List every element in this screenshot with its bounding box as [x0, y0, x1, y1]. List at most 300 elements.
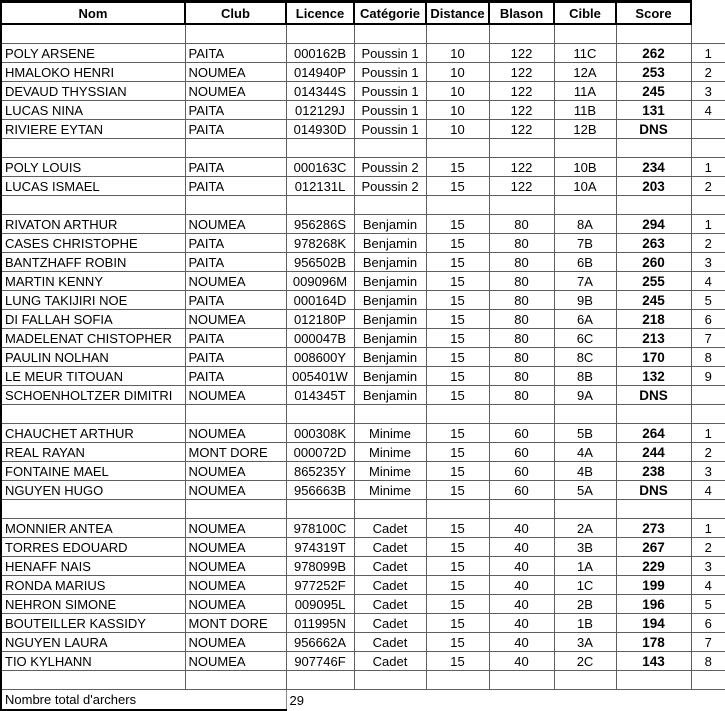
cell-nom: CASES CHRISTOPHE [1, 234, 185, 253]
table-row [1, 101, 725, 120]
cell-rank [691, 139, 725, 158]
cell-cible: 9A [554, 386, 616, 405]
cell-distance [426, 405, 489, 424]
cell-rank: 1 [691, 519, 725, 538]
cell-rank: 1 [691, 424, 725, 443]
cell-score: 294 [616, 215, 691, 234]
cell-blason [489, 500, 554, 519]
cell-cible: 1C [554, 576, 616, 595]
cell-score: 170 [616, 348, 691, 367]
cell-licence: 008600Y [286, 348, 354, 367]
cell-categorie: Cadet [354, 652, 426, 671]
cell-club: NOUMEA [185, 481, 286, 500]
cell-rank: 5 [691, 595, 725, 614]
cell-distance: 15 [426, 310, 489, 329]
cell-score: 132 [616, 367, 691, 386]
cell-rank: 2 [691, 63, 725, 82]
cell-categorie: Benjamin [354, 215, 426, 234]
cell-categorie [354, 196, 426, 215]
cell-club: PAITA [185, 44, 286, 63]
cell-nom: POLY LOUIS [1, 158, 185, 177]
cell-cible: 3B [554, 538, 616, 557]
cell-cible: 11B [554, 101, 616, 120]
cell-categorie: Benjamin [354, 348, 426, 367]
cell-rank: 3 [691, 253, 725, 272]
table-row [1, 177, 725, 196]
cell-distance: 15 [426, 234, 489, 253]
cell-nom [1, 196, 185, 215]
cell-nom: DEVAUD THYSSIAN [1, 82, 185, 101]
total-row [1, 690, 725, 711]
cell-licence: 011995N [286, 614, 354, 633]
cell-rank: 5 [691, 291, 725, 310]
cell-licence: 012129J [286, 101, 354, 120]
cell-licence: 956502B [286, 253, 354, 272]
cell-club: NOUMEA [185, 595, 286, 614]
cell-cible: 11C [554, 44, 616, 63]
cell-blason: 122 [489, 120, 554, 139]
cell-licence: 000163C [286, 158, 354, 177]
cell-club: NOUMEA [185, 386, 286, 405]
cell-distance: 10 [426, 120, 489, 139]
cell-score: 273 [616, 519, 691, 538]
cell-blason: 122 [489, 158, 554, 177]
cell-rank [691, 500, 725, 519]
cell-licence: 977252F [286, 576, 354, 595]
cell-nom: CHAUCHET ARTHUR [1, 424, 185, 443]
empty-row [1, 139, 725, 158]
cell-blason: 40 [489, 538, 554, 557]
cell-rank: 1 [691, 158, 725, 177]
cell-licence [286, 500, 354, 519]
cell-cible: 11A [554, 82, 616, 101]
cell-score: 143 [616, 652, 691, 671]
cell-cible [554, 24, 616, 44]
cell-categorie: Minime [354, 462, 426, 481]
table-row [1, 329, 725, 348]
cell-score: 262 [616, 44, 691, 63]
cell-licence: 014930D [286, 120, 354, 139]
cell-licence: 978268K [286, 234, 354, 253]
cell-categorie: Cadet [354, 519, 426, 538]
cell-club: NOUMEA [185, 576, 286, 595]
cell-cible: 7A [554, 272, 616, 291]
cell-club: PAITA [185, 329, 286, 348]
cell-club: PAITA [185, 120, 286, 139]
cell-cible: 6A [554, 310, 616, 329]
cell-licence: 005401W [286, 367, 354, 386]
cell-licence: 014345T [286, 386, 354, 405]
cell-blason: 80 [489, 329, 554, 348]
cell-score: 263 [616, 234, 691, 253]
cell-distance: 15 [426, 538, 489, 557]
cell-score: 260 [616, 253, 691, 272]
cell-licence [286, 196, 354, 215]
cell-rank: 1 [691, 215, 725, 234]
empty-row [1, 196, 725, 215]
cell-distance: 15 [426, 291, 489, 310]
cell-nom: FONTAINE MAEL [1, 462, 185, 481]
cell-licence: 009096M [286, 272, 354, 291]
cell-nom: HMALOKO HENRI [1, 63, 185, 82]
table-row [1, 120, 725, 139]
cell-cible: 8C [554, 348, 616, 367]
table-row [1, 310, 725, 329]
cell-score: 253 [616, 63, 691, 82]
cell-rank: 8 [691, 348, 725, 367]
cell-distance [426, 139, 489, 158]
cell-blason: 60 [489, 481, 554, 500]
cell-nom: LUCAS ISMAEL [1, 177, 185, 196]
table-row [1, 633, 725, 652]
cell-rank [691, 120, 725, 139]
cell-categorie: Poussin 2 [354, 158, 426, 177]
cell-distance: 15 [426, 272, 489, 291]
cell-club: NOUMEA [185, 272, 286, 291]
cell-distance: 15 [426, 329, 489, 348]
cell-club [185, 405, 286, 424]
cell-categorie: Benjamin [354, 329, 426, 348]
cell-nom: NGUYEN LAURA [1, 633, 185, 652]
cell-categorie: Benjamin [354, 234, 426, 253]
cell-licence [286, 405, 354, 424]
cell-licence [286, 671, 354, 690]
cell-score: 131 [616, 101, 691, 120]
cell-blason: 40 [489, 557, 554, 576]
cell-distance: 10 [426, 82, 489, 101]
cell-blason: 122 [489, 101, 554, 120]
cell-licence: 000164D [286, 291, 354, 310]
cell-club: PAITA [185, 291, 286, 310]
cell-distance [426, 671, 489, 690]
cell-categorie: Poussin 2 [354, 177, 426, 196]
cell-club: PAITA [185, 348, 286, 367]
cell-blason: 122 [489, 44, 554, 63]
cell-blason: 80 [489, 215, 554, 234]
cell-blason: 60 [489, 424, 554, 443]
cell-categorie: Cadet [354, 538, 426, 557]
cell-cible: 3A [554, 633, 616, 652]
cell-blason: 80 [489, 348, 554, 367]
cell-licence [286, 24, 354, 44]
cell-cible: 2B [554, 595, 616, 614]
cell-rank: 2 [691, 538, 725, 557]
cell-distance: 15 [426, 158, 489, 177]
cell-rank [691, 196, 725, 215]
table-row [1, 443, 725, 462]
cell-nom: NGUYEN HUGO [1, 481, 185, 500]
cell-distance: 10 [426, 63, 489, 82]
cell-categorie: Benjamin [354, 253, 426, 272]
cell-blason [489, 139, 554, 158]
cell-categorie: Benjamin [354, 367, 426, 386]
cell-nom: PAULIN NOLHAN [1, 348, 185, 367]
cell-categorie: Poussin 1 [354, 44, 426, 63]
table-row [1, 44, 725, 63]
cell-nom: RIVIERE EYTAN [1, 120, 185, 139]
cell-licence: 009095L [286, 595, 354, 614]
cell-cible: 12A [554, 63, 616, 82]
cell-club [185, 500, 286, 519]
cell-rank: 4 [691, 576, 725, 595]
cell-categorie [354, 671, 426, 690]
cell-licence: 956286S [286, 215, 354, 234]
table-row [1, 576, 725, 595]
cell-blason: 40 [489, 614, 554, 633]
cell-score: 244 [616, 443, 691, 462]
cell-distance: 15 [426, 348, 489, 367]
cell-categorie [354, 139, 426, 158]
table-row [1, 272, 725, 291]
cell-club [185, 24, 286, 44]
header-club: Club [185, 2, 286, 25]
cell-licence: 012131L [286, 177, 354, 196]
cell-rank: 2 [691, 177, 725, 196]
cell-score: 196 [616, 595, 691, 614]
cell-club: PAITA [185, 158, 286, 177]
cell-rank: 7 [691, 329, 725, 348]
cell-blason: 80 [489, 291, 554, 310]
cell-club [185, 671, 286, 690]
cell-distance: 15 [426, 424, 489, 443]
cell-club: PAITA [185, 253, 286, 272]
cell-club: NOUMEA [185, 538, 286, 557]
cell-nom: RIVATON ARTHUR [1, 215, 185, 234]
cell-score [616, 139, 691, 158]
cell-score: 255 [616, 272, 691, 291]
cell-blason: 80 [489, 253, 554, 272]
cell-licence: 978100C [286, 519, 354, 538]
cell-cible: 2A [554, 519, 616, 538]
header-cible: Cible [554, 2, 616, 25]
cell-blason [489, 196, 554, 215]
cell-score: DNS [616, 386, 691, 405]
cell-cible: 4A [554, 443, 616, 462]
cell-distance [426, 500, 489, 519]
cell-rank: 8 [691, 652, 725, 671]
cell-nom: HENAFF NAIS [1, 557, 185, 576]
cell-distance: 15 [426, 253, 489, 272]
cell-cible: 8B [554, 367, 616, 386]
cell-blason: 60 [489, 443, 554, 462]
cell-cible [554, 671, 616, 690]
cell-rank: 6 [691, 614, 725, 633]
table-row [1, 367, 725, 386]
cell-distance: 15 [426, 576, 489, 595]
cell-rank [691, 24, 725, 44]
header-score: Score [616, 2, 691, 25]
header-licence: Licence [286, 2, 354, 25]
cell-nom: POLY ARSENE [1, 44, 185, 63]
cell-distance: 15 [426, 215, 489, 234]
cell-blason: 122 [489, 63, 554, 82]
cell-club: PAITA [185, 367, 286, 386]
table-row [1, 348, 725, 367]
cell-nom [1, 671, 185, 690]
cell-nom [1, 405, 185, 424]
cell-cible: 5A [554, 481, 616, 500]
cell-distance: 15 [426, 481, 489, 500]
cell-categorie: Cadet [354, 614, 426, 633]
table-row [1, 557, 725, 576]
cell-distance: 15 [426, 386, 489, 405]
table-row [1, 424, 725, 443]
cell-nom: LUCAS NINA [1, 101, 185, 120]
cell-club: NOUMEA [185, 633, 286, 652]
cell-club: PAITA [185, 234, 286, 253]
table-row [1, 253, 725, 272]
cell-licence: 956663B [286, 481, 354, 500]
cell-nom: MONNIER ANTEA [1, 519, 185, 538]
header-categorie: Catégorie [354, 2, 426, 25]
cell-score: 264 [616, 424, 691, 443]
cell-nom: MARTIN KENNY [1, 272, 185, 291]
cell-cible: 6B [554, 253, 616, 272]
cell-licence: 956662A [286, 633, 354, 652]
cell-distance: 15 [426, 595, 489, 614]
header-blason: Blason [489, 2, 554, 25]
cell-score [616, 405, 691, 424]
cell-categorie: Poussin 1 [354, 82, 426, 101]
cell-categorie: Cadet [354, 557, 426, 576]
cell-categorie: Benjamin [354, 272, 426, 291]
cell-blason [489, 671, 554, 690]
cell-categorie: Poussin 1 [354, 120, 426, 139]
cell-nom: BOUTEILLER KASSIDY [1, 614, 185, 633]
cell-cible: 5B [554, 424, 616, 443]
cell-licence: 865235Y [286, 462, 354, 481]
cell-rank: 4 [691, 101, 725, 120]
cell-blason: 40 [489, 633, 554, 652]
cell-nom [1, 24, 185, 44]
cell-categorie: Cadet [354, 633, 426, 652]
empty-row [1, 500, 725, 519]
cell-nom: REAL RAYAN [1, 443, 185, 462]
cell-licence: 974319T [286, 538, 354, 557]
cell-licence: 014344S [286, 82, 354, 101]
cell-nom: LE MEUR TITOUAN [1, 367, 185, 386]
cell-cible: 2C [554, 652, 616, 671]
cell-club: NOUMEA [185, 424, 286, 443]
cell-distance: 15 [426, 557, 489, 576]
cell-club: NOUMEA [185, 557, 286, 576]
cell-distance [426, 196, 489, 215]
cell-cible: 12B [554, 120, 616, 139]
cell-score: 178 [616, 633, 691, 652]
cell-nom: MADELENAT CHISTOPHER [1, 329, 185, 348]
table-row [1, 519, 725, 538]
cell-blason: 122 [489, 177, 554, 196]
cell-categorie: Poussin 1 [354, 101, 426, 120]
cell-cible [554, 405, 616, 424]
table-row [1, 538, 725, 557]
cell-blason: 80 [489, 367, 554, 386]
cell-score: 199 [616, 576, 691, 595]
cell-distance: 15 [426, 633, 489, 652]
table-row [1, 291, 725, 310]
cell-score: 267 [616, 538, 691, 557]
cell-blason: 80 [489, 310, 554, 329]
cell-licence: 000072D [286, 443, 354, 462]
cell-nom: SCHOENHOLTZER DIMITRI [1, 386, 185, 405]
cell-rank: 2 [691, 234, 725, 253]
cell-licence: 000162B [286, 44, 354, 63]
cell-club: NOUMEA [185, 82, 286, 101]
header-rank [691, 2, 725, 25]
cell-rank [691, 386, 725, 405]
header-nom: Nom [1, 2, 185, 25]
table-row [1, 234, 725, 253]
cell-blason: 60 [489, 462, 554, 481]
cell-licence: 907746F [286, 652, 354, 671]
cell-nom [1, 139, 185, 158]
cell-score: 213 [616, 329, 691, 348]
cell-score: DNS [616, 120, 691, 139]
cell-cible [554, 139, 616, 158]
cell-score: 234 [616, 158, 691, 177]
cell-score [616, 500, 691, 519]
cell-blason: 80 [489, 386, 554, 405]
table-row [1, 158, 725, 177]
cell-club [185, 139, 286, 158]
table-row [1, 481, 725, 500]
cell-blason: 40 [489, 652, 554, 671]
cell-nom: TORRES EDOUARD [1, 538, 185, 557]
table-row [1, 82, 725, 101]
cell-cible: 9B [554, 291, 616, 310]
cell-blason [489, 24, 554, 44]
cell-nom [1, 500, 185, 519]
cell-licence: 978099B [286, 557, 354, 576]
cell-rank: 6 [691, 310, 725, 329]
cell-nom: LUNG TAKIJIRI NOE [1, 291, 185, 310]
cell-categorie: Minime [354, 481, 426, 500]
cell-categorie: Cadet [354, 595, 426, 614]
cell-score [616, 196, 691, 215]
cell-score [616, 24, 691, 44]
cell-nom: NEHRON SIMONE [1, 595, 185, 614]
cell-distance: 15 [426, 614, 489, 633]
cell-categorie: Cadet [354, 576, 426, 595]
cell-licence: 000308K [286, 424, 354, 443]
cell-club: MONT DORE [185, 443, 286, 462]
table-row [1, 63, 725, 82]
table-row [1, 652, 725, 671]
cell-distance: 15 [426, 443, 489, 462]
cell-club: NOUMEA [185, 63, 286, 82]
cell-categorie: Poussin 1 [354, 63, 426, 82]
cell-categorie [354, 500, 426, 519]
cell-rank: 2 [691, 443, 725, 462]
cell-distance [426, 24, 489, 44]
cell-rank: 4 [691, 481, 725, 500]
cell-categorie: Minime [354, 424, 426, 443]
cell-cible: 7B [554, 234, 616, 253]
cell-rank: 3 [691, 462, 725, 481]
cell-score: 238 [616, 462, 691, 481]
cell-club: NOUMEA [185, 310, 286, 329]
empty-row [1, 24, 725, 44]
cell-score: 194 [616, 614, 691, 633]
cell-blason: 122 [489, 82, 554, 101]
cell-score: 245 [616, 82, 691, 101]
cell-blason: 80 [489, 234, 554, 253]
cell-club [185, 196, 286, 215]
cell-licence: 000047B [286, 329, 354, 348]
cell-cible: 8A [554, 215, 616, 234]
cell-distance: 10 [426, 44, 489, 63]
cell-distance: 15 [426, 462, 489, 481]
